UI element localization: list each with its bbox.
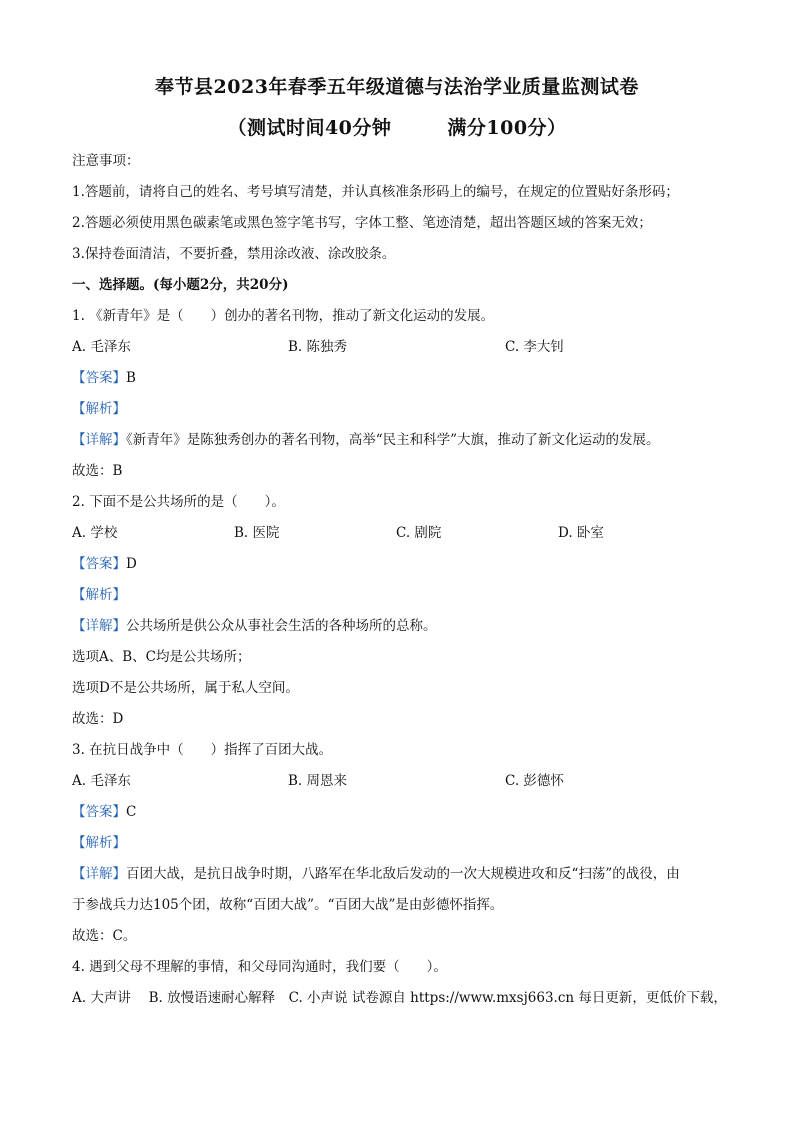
detail-tag: 【详解】 bbox=[72, 618, 126, 634]
answer-tag: 【答案】 bbox=[72, 556, 126, 572]
question-2-extra-2: 选项D不是公共场所，属于私人空间。 bbox=[72, 680, 299, 696]
question-1-option-b: B. 陈独秀 bbox=[288, 339, 348, 355]
question-2-extra-1: 选项A、B、C均是公共场所； bbox=[72, 649, 251, 665]
question-1-option-c: C. 李大钊 bbox=[505, 339, 564, 355]
section-heading-choice: 一、选择题。(每小题2分，共20分) bbox=[72, 277, 289, 293]
detail-text: 公共场所是供公众从事社会生活的各种场所的总称。 bbox=[126, 618, 437, 634]
question-1-answer bbox=[72, 369, 752, 387]
note-item-3: 3.保持卷面清洁，不要折叠，禁用涂改液、涂改胶条。 bbox=[72, 246, 396, 262]
question-3-answer bbox=[72, 803, 752, 821]
question-3-stem: 3. 在抗日战争中（ ）指挥了百团大战。 bbox=[72, 742, 333, 758]
answer-tag: 【答案】 bbox=[72, 804, 126, 820]
question-2-choose: 故选：D bbox=[72, 711, 124, 727]
subtitle-time: （测试时间40分钟 bbox=[227, 117, 392, 139]
question-2-option-d: D. 卧室 bbox=[558, 525, 604, 541]
question-2-stem: 2. 下面不是公共场所的是（ ）。 bbox=[72, 494, 285, 510]
question-2-option-a: A. 学校 bbox=[72, 525, 118, 541]
question-1-choose: 故选：B bbox=[72, 463, 123, 479]
note-item-1: 1.答题前，请将自己的姓名、考号填写清楚，并认真核准条形码上的编号，在规定的位置贴好条形码； bbox=[72, 184, 679, 200]
question-3-detail-2: 于参战兵力达105个团，故称“百团大战”。“百团大战”是由彭德怀指挥。 bbox=[72, 897, 504, 913]
question-2-option-b: B. 医院 bbox=[234, 525, 280, 541]
detail-tag: 【详解】 bbox=[72, 432, 126, 448]
question-4-options: A. 大声讲 B. 放慢语速耐心解释 C. 小声说 试卷源自 https://www.mxsj663.cn 每日更新，更低价下载， bbox=[72, 990, 727, 1006]
detail-text: 《新青年》是陈独秀创办的著名刊物，高举“民主和科学”大旗，推动了新文化运动的发展。 bbox=[126, 432, 660, 448]
question-4-stem: 4. 遇到父母不理解的事情，和父母同沟通时，我们要（ ）。 bbox=[72, 959, 447, 975]
question-3-option-b: B. 周恩来 bbox=[288, 773, 348, 789]
note-item-2: 2.答题必须使用黑色碳素笔或黑色签字笔书写，字体工整、笔迹清楚，超出答题区域的答案无效； bbox=[72, 215, 652, 231]
question-2-option-c: C. 剧院 bbox=[396, 525, 442, 541]
notes-heading: 注意事项： bbox=[72, 153, 140, 169]
question-3-option-c: C. 彭德怀 bbox=[505, 773, 564, 789]
subtitle-score: 满分100分） bbox=[447, 117, 567, 139]
question-1-stem: 1. 《新青年》是（ ）创办的著名刊物，推动了新文化运动的发展。 bbox=[72, 308, 495, 324]
answer-tag: 【答案】 bbox=[72, 370, 126, 386]
exam-subtitle bbox=[0, 113, 794, 140]
question-1-detail bbox=[72, 431, 752, 449]
detail-tag: 【详解】 bbox=[72, 866, 126, 882]
question-1-analysis-tag: 【解析】 bbox=[72, 401, 126, 417]
question-2-answer bbox=[72, 555, 752, 573]
question-3-choose: 故选：C。 bbox=[72, 928, 137, 944]
question-2-analysis-tag: 【解析】 bbox=[72, 587, 126, 603]
question-3-analysis-tag: 【解析】 bbox=[72, 835, 126, 851]
detail-text: 百团大战，是抗日战争时期，八路军在华北敌后发动的一次大规模进攻和反“扫荡”的战役，由 bbox=[126, 866, 680, 882]
question-1-option-a: A. 毛泽东 bbox=[72, 339, 131, 355]
exam-title: 奉节县2023年春季五年级道德与法治学业质量监测试卷 bbox=[155, 76, 639, 98]
question-2-detail bbox=[72, 617, 752, 635]
answer-value: B bbox=[126, 370, 136, 386]
question-3-detail bbox=[72, 865, 752, 883]
question-3-option-a: A. 毛泽东 bbox=[72, 773, 131, 789]
answer-value: C bbox=[126, 804, 137, 820]
answer-value: D bbox=[126, 556, 137, 572]
